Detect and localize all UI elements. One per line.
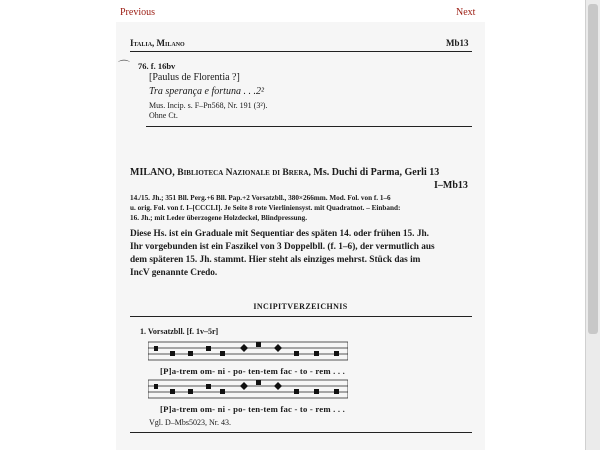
- paragraph-line: dem späteren 15. Jh. stammt. Hier steht als einziges mehrst. Stück das im: [130, 255, 421, 265]
- lyric-line-2: [P]a-trem om- ni - po- ten-tem fac - to - rem . . .: [160, 404, 346, 414]
- library-name: Biblioteca Nazionale di Brera,: [177, 168, 311, 178]
- entry-note: Ohne Ct.: [149, 111, 178, 120]
- paragraph-line: Diese Hs. ist ein Graduale mit Sequentiar des späten 14. oder frühen 15. Jh.: [130, 229, 429, 239]
- library-heading: [130, 167, 439, 178]
- description-line: u. orig. Fol. von f. I–[CCCLI]. Je Seite 8 rote Vierliniensyst. mit Quadratnot. – Einband:: [130, 204, 401, 212]
- header-rule: [130, 51, 472, 52]
- scanned-page: [116, 22, 485, 450]
- bottom-rule: [130, 432, 472, 433]
- description-line: 14./15. Jh.; 351 Bll. Perg.+6 Bll. Pap.+2 Vorsatzbll., 380×266mm. Mod. Fol. von f. 1–6: [130, 194, 391, 202]
- running-header-right: Mb13: [446, 38, 469, 48]
- library-ms: Ms. Duchi di Parma, Gerli 13: [313, 167, 440, 178]
- description-line: 16. Jh.; mit Leder überzogene Holzdeckel, Blindpressung.: [130, 214, 308, 222]
- vertical-scrollbar[interactable]: [585, 0, 600, 450]
- music-incipit-ref: Mus. Incip. s. F–Pn568, Nr. 191 (3²).: [149, 101, 268, 110]
- entry-number: 76. f. 16bv: [138, 61, 176, 71]
- next-link[interactable]: Next: [456, 7, 476, 18]
- paragraph-line: Ihr vorgebunden ist ein Faszikel von 3 Doppelbll. (f. 1–6), der vermutlich aus: [130, 242, 435, 252]
- running-header-left: Italia, Milano: [130, 38, 185, 48]
- scrollbar-thumb[interactable]: [588, 4, 598, 334]
- paragraph-line: [130, 267, 480, 280]
- music-staff-2: [148, 378, 348, 402]
- right-margin: [485, 0, 586, 450]
- entry-title: Tra sperança e fortuna . . .2²: [149, 86, 264, 97]
- left-margin: [0, 0, 116, 450]
- lyric-line-1: [P]a-trem om- ni - po- ten-tem fac - to - rem . . .: [160, 366, 346, 376]
- previous-link[interactable]: Previous: [120, 7, 155, 18]
- incipit-heading: INCIPITVERZEICHNIS: [253, 302, 348, 311]
- handwritten-curl-icon: ⌒: [118, 59, 131, 73]
- music-staff-1: [148, 340, 348, 364]
- paragraph-line-text: IncV genannte Credo.: [130, 268, 218, 278]
- incipit-reference: Vgl. D–Mbs5023, Nr. 43.: [149, 418, 232, 427]
- entry-rule: [146, 126, 472, 127]
- incipit-item-label: 1. Vorsatzbll. [f. 1v–5r]: [140, 327, 219, 336]
- incipit-rule: [130, 316, 472, 317]
- library-siglum: I–Mb13: [434, 180, 468, 191]
- entry-composer: [Paulus de Florentia ?]: [149, 72, 240, 83]
- library-city: MILANO,: [130, 167, 175, 178]
